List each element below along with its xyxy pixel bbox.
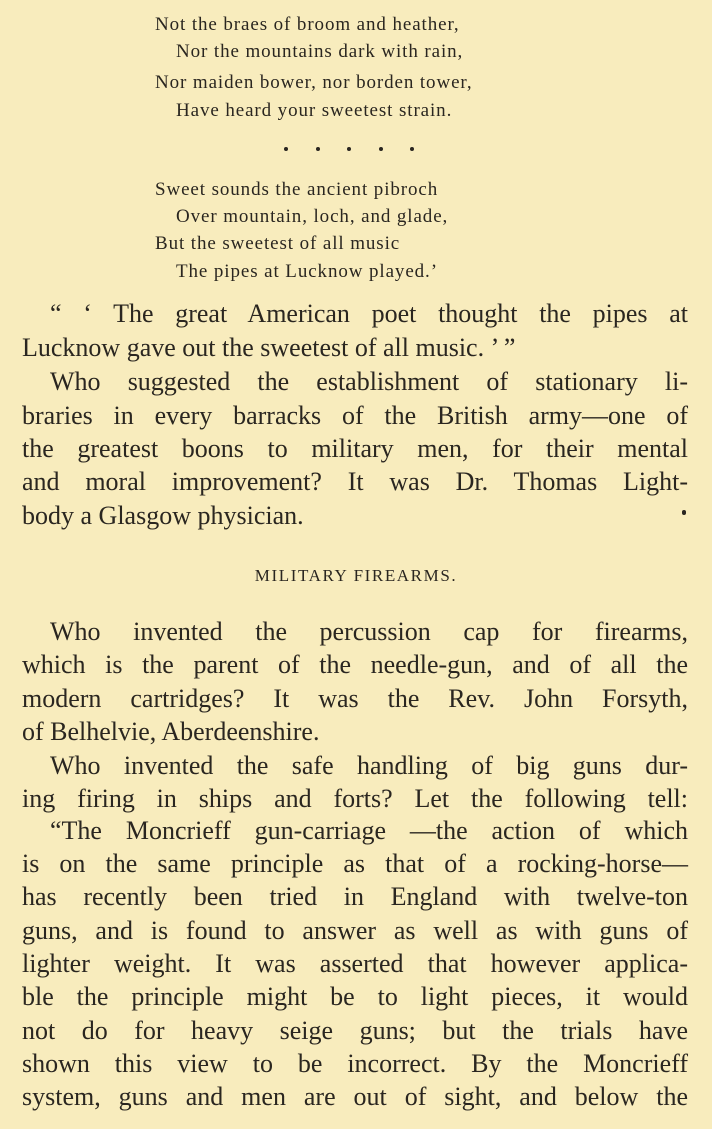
text-line: body a Glasgow physician. bbox=[22, 501, 304, 530]
text-line: lighter weight. It was asserted that however applica- bbox=[22, 949, 688, 978]
text-line: Lucknow gave out the sweetest of all music. ’ ” bbox=[22, 333, 516, 362]
verse-line: But the sweetest of all music bbox=[155, 233, 401, 254]
print-speck bbox=[682, 510, 686, 515]
verse-line: Nor maiden bower, nor borden tower, bbox=[155, 72, 473, 93]
text-line: not do for heavy seige guns; but the trials have bbox=[22, 1016, 688, 1045]
text-line: “The Moncrieff gun-carriage —the action of which bbox=[50, 816, 688, 845]
text-line: Who suggested the establishment of stationary li- bbox=[50, 367, 688, 396]
text-line: Who invented the safe handling of big guns dur- bbox=[50, 751, 688, 780]
verse-line: Have heard your sweetest strain. bbox=[176, 100, 453, 121]
text-line: “ ‘ The great American poet thought the pipes at bbox=[50, 299, 688, 328]
dot bbox=[410, 147, 414, 151]
text-line: modern cartridges? It was the Rev. John Forsyth, bbox=[22, 684, 688, 713]
text-line: ble the principle might be to light pieces, it would bbox=[22, 982, 688, 1011]
text-line: Who invented the percussion cap for firearms, bbox=[50, 617, 688, 646]
verse-line: Over mountain, loch, and glade, bbox=[176, 206, 449, 227]
dot bbox=[347, 147, 351, 151]
text-line: has recently been tried in England with twelve-ton bbox=[22, 882, 688, 911]
text-line: of Belhelvie, Aberdeenshire. bbox=[22, 717, 320, 746]
text-line: guns, and is found to answer as well as with guns of bbox=[22, 916, 688, 945]
text-line: and moral improvement? It was Dr. Thomas Light- bbox=[22, 467, 688, 496]
verse-line: Nor the mountains dark with rain, bbox=[176, 41, 464, 62]
text-line: ing firing in ships and forts? Let the following tell: bbox=[22, 784, 688, 813]
text-line: shown this view to be incorrect. By the Moncrieff bbox=[22, 1049, 688, 1078]
dot bbox=[379, 147, 383, 151]
text-line: which is the parent of the needle-gun, and of all the bbox=[22, 650, 688, 679]
dot bbox=[284, 147, 288, 151]
verse-line: Not the braes of broom and heather, bbox=[155, 14, 460, 35]
section-heading: MILITARY FIREARMS. bbox=[254, 566, 458, 585]
verse-line: Sweet sounds the ancient pibroch bbox=[155, 179, 439, 200]
text-line: braries in every barracks of the British army—one of bbox=[22, 401, 688, 430]
text-line: system, guns and men are out of sight, and below the bbox=[22, 1082, 688, 1111]
ellipsis-separator bbox=[284, 147, 414, 151]
dot bbox=[316, 147, 320, 151]
verse-line: The pipes at Lucknow played.’ bbox=[176, 261, 438, 282]
text-line: the greatest boons to military men, for their mental bbox=[22, 434, 688, 463]
text-line: is on the same principle as that of a rocking-horse— bbox=[22, 849, 688, 878]
